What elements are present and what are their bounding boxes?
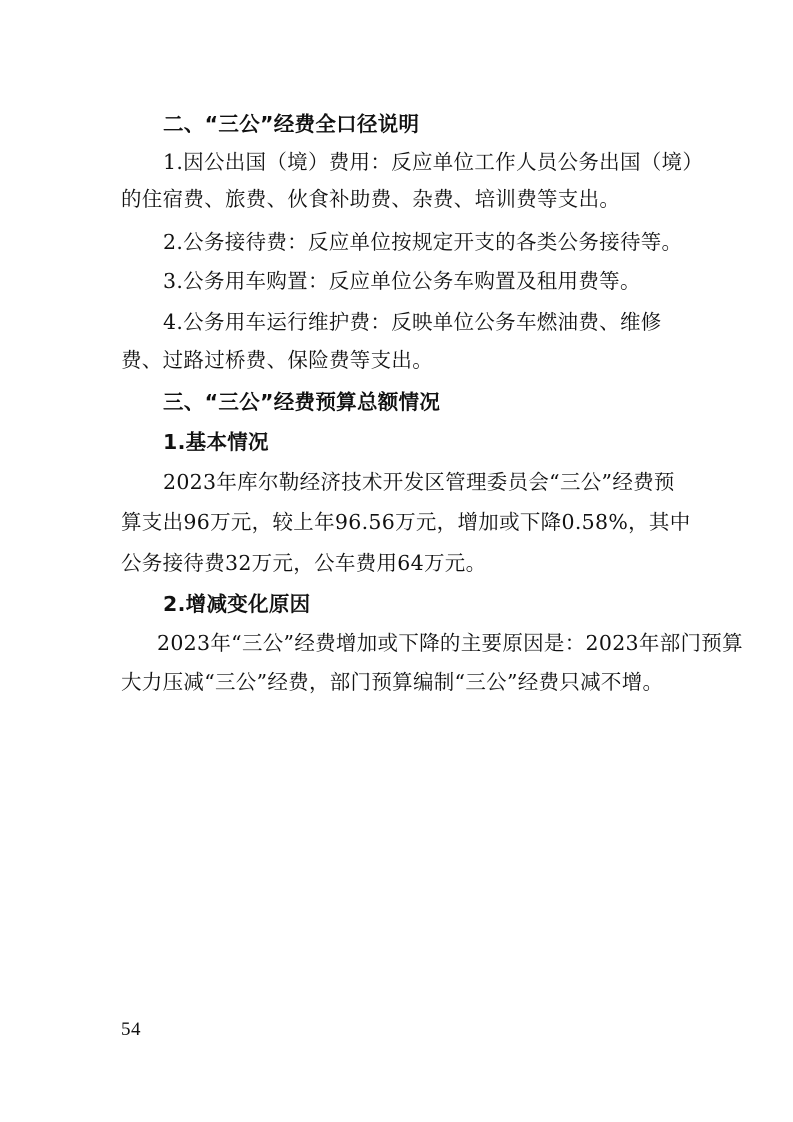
paragraph-basic-situation-line2: 算支出96万元，较上年96.56万元，增加或下降0.58%，其中 [121, 510, 691, 534]
paragraph-vehicle-maintenance-line1: 4.公务用车运行维护费：反映单位公务车燃油费、维修 [163, 310, 662, 334]
paragraph-overseas-costs-line1: 1.因公出国（境）费用：反应单位工作人员公务出国（境） [163, 150, 704, 174]
paragraph-overseas-costs-line2: 的住宿费、旅费、伙食补助费、杂费、培训费等支出。 [121, 187, 621, 211]
paragraph-reception-costs: 2.公务接待费：反应单位按规定开支的各类公务接待等。 [163, 230, 683, 254]
section-heading-scope: 二、“三公”经费全口径说明 [163, 112, 420, 136]
paragraph-basic-situation-line1: 2023年库尔勒经济技术开发区管理委员会“三公”经费预 [163, 470, 675, 494]
section-heading-budget-total: 三、“三公”经费预算总额情况 [163, 390, 441, 414]
subheading-basic-situation: 1.基本情况 [163, 430, 269, 454]
paragraph-vehicle-purchase: 3.公务用车购置：反应单位公务车购置及租用费等。 [163, 269, 641, 293]
paragraph-basic-situation-line3: 公务接待费32万元，公车费用64万元。 [121, 551, 487, 575]
paragraph-change-reasons-line1: 2023年“三公”经费增加或下降的主要原因是：2023年部门预算 [157, 631, 743, 655]
page-number: 54 [121, 1019, 141, 1040]
paragraph-change-reasons-line2: 大力压减“三公”经费，部门预算编制“三公”经费只减不增。 [121, 670, 664, 694]
subheading-change-reasons: 2.增减变化原因 [163, 592, 311, 616]
paragraph-vehicle-maintenance-line2: 费、过路过桥费、保险费等支出。 [121, 348, 433, 372]
